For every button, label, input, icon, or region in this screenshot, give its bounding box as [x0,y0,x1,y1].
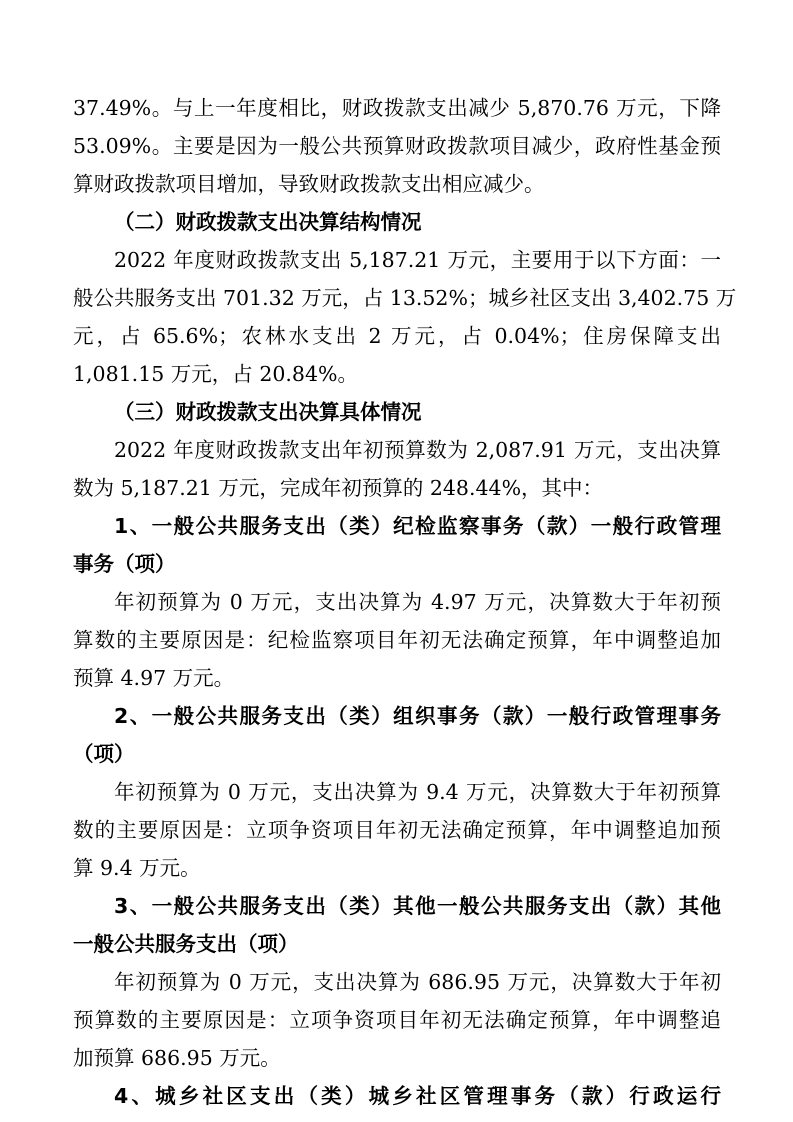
paragraph-line: 2022 年度财政拨款支出年初预算数为 2,087.91 万元，支出决算 [114,438,721,462]
paragraph-line: 53.09%。主要是因为一般公共预算财政拨款项目减少，政府性基金预 [73,134,721,158]
paragraph-line: 年初预算为 0 万元，支出决算为 4.97 万元，决算数大于年初预 [114,590,721,614]
paragraph-line: 37.49%。与上一年度相比，财政拨款支出减少 5,870.76 万元，下降 [73,96,721,120]
item-heading: 1、一般公共服务支出（类）纪检监察事务（款）一般行政管理 [114,514,721,538]
paragraph-line: 数的主要原因是：立项争资项目年初无法确定预算，年中调整追加预 [73,818,721,842]
section-heading: （二）财政拨款支出决算结构情况 [114,210,422,234]
paragraph-line: 预算 4.97 万元。 [73,666,235,690]
section-heading: （三）财政拨款支出决算具体情况 [114,400,422,424]
item-heading: （项） [73,742,135,766]
paragraph-line: 般公共服务支出 701.32 万元，占 13.52%；城乡社区支出 3,402.75 万 [73,286,737,310]
paragraph-line: 年初预算为 0 万元，支出决算为 686.95 万元，决算数大于年初 [114,970,721,994]
item-heading: 3、一般公共服务支出（类）其他一般公共服务支出（款）其他 [114,894,721,918]
paragraph-line: 算财政拨款项目增加，导致财政拨款支出相应减少。 [73,172,545,196]
paragraph-line: 算 9.4 万元。 [73,856,201,880]
paragraph-line: 预算数的主要原因是：立项争资项目年初无法确定预算，年中调整追 [73,1008,721,1032]
paragraph-line: 1,081.15 万元，占 20.84%。 [73,362,358,386]
paragraph-line: 算数的主要原因是：纪检监察项目年初无法确定预算，年中调整追加 [73,628,721,652]
paragraph-line: 年初预算为 0 万元，支出决算为 9.4 万元，决算数大于年初预算 [114,780,721,804]
item-heading: 2、一般公共服务支出（类）组织事务（款）一般行政管理事务 [114,704,721,728]
paragraph-line: 加预算 686.95 万元。 [73,1046,281,1070]
item-heading: 4、城乡社区支出（类）城乡社区管理事务（款）行政运行 [114,1084,721,1108]
paragraph-line: 元，占 65.6%；农林水支出 2 万元，占 0.04%；住房保障支出 [73,324,721,348]
paragraph-line: 数为 5,187.21 万元，完成年初预算的 248.44%，其中： [73,476,604,500]
item-heading: 事务（项） [73,552,176,576]
paragraph-line: 2022 年度财政拨款支出 5,187.21 万元，主要用于以下方面：一 [114,248,721,272]
item-heading: 一般公共服务支出（项） [73,932,299,956]
